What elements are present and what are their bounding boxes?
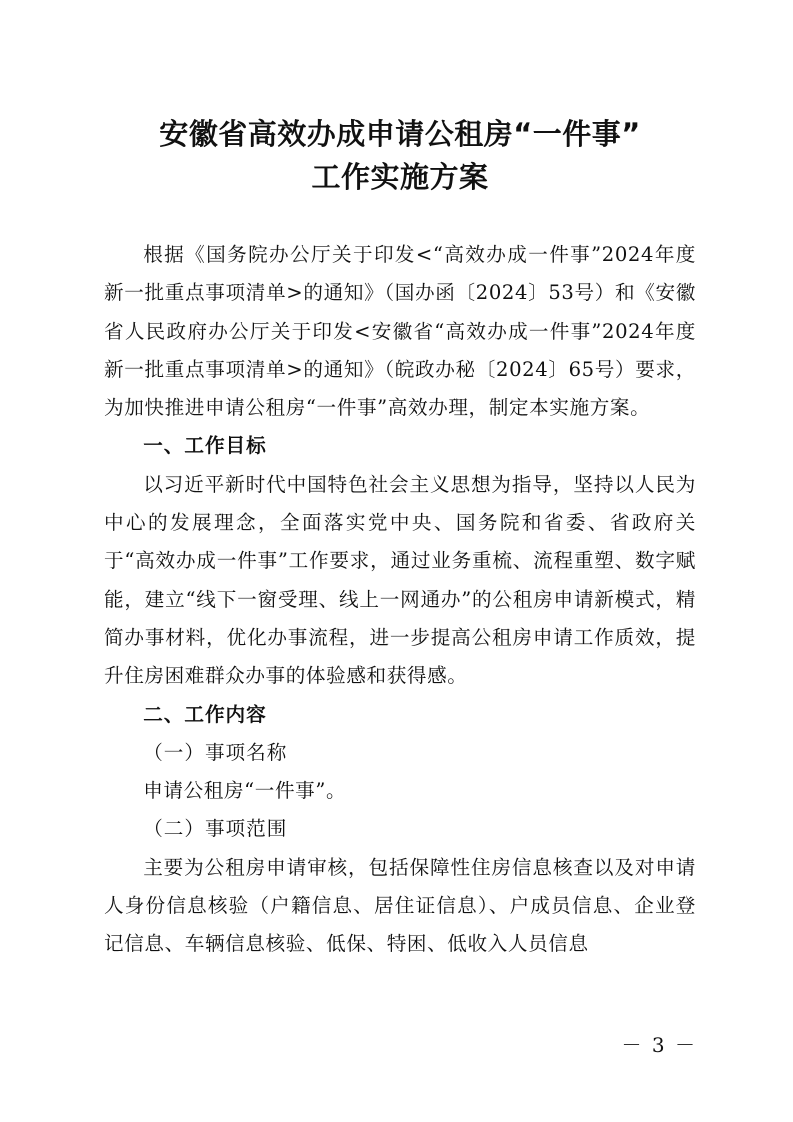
document-title-line-2: 工作实施方案 (311, 160, 489, 194)
subsection-2-paragraph: 主要为公租房申请审核，包括保障性住房信息核查以及对申请人身份信息核验（户籍信息、居住证信息）、户成员信息、企业登记信息、车辆信息核验、低保、特困、低收入人员信息 (104, 855, 696, 956)
section-1-heading: 一、工作目标 (143, 434, 267, 458)
document-title-line-1: 安徽省高效办成申请公租房“一件事” (159, 117, 641, 151)
subsection-1-heading: （一）事项名称 (143, 740, 288, 764)
page-number: － 3 － (621, 1033, 697, 1057)
subsection-1-paragraph: 申请公租房“一件事”。 (143, 779, 347, 803)
intro-paragraph: 根据《国务院办公厅关于印发<“高效办成一件事”2024年度新一批重点事项清单>的通知》（国办函〔2024〕53号）和《安徽省人民政府办公厅关于印发<安徽省“高效办成一件事”2024年度新一批重点事项清单>的通知》（皖政办秘〔2024〕65号）要求，为加快推进申请公租房“一件事”高效办理，制定本实施方案。 (104, 243, 696, 420)
subsection-2-heading: （二）事项范围 (143, 817, 288, 841)
section-1-paragraph: 以习近平新时代中国特色社会主义思想为指导，坚持以人民为中心的发展理念，全面落实党中央、国务院和省委、省政府关于“高效办成一件事”工作要求，通过业务重梳、流程重塑、数字赋能，建立“线下一窗受理、线上一网通办”的公租房申请新模式，精简办事材料，优化办事流程，进一步提高公租房申请工作质效，提升住房困难群众办事的体验感和获得感。 (104, 472, 696, 688)
section-2-heading: 二、工作内容 (143, 702, 267, 726)
document-body (104, 236, 696, 964)
